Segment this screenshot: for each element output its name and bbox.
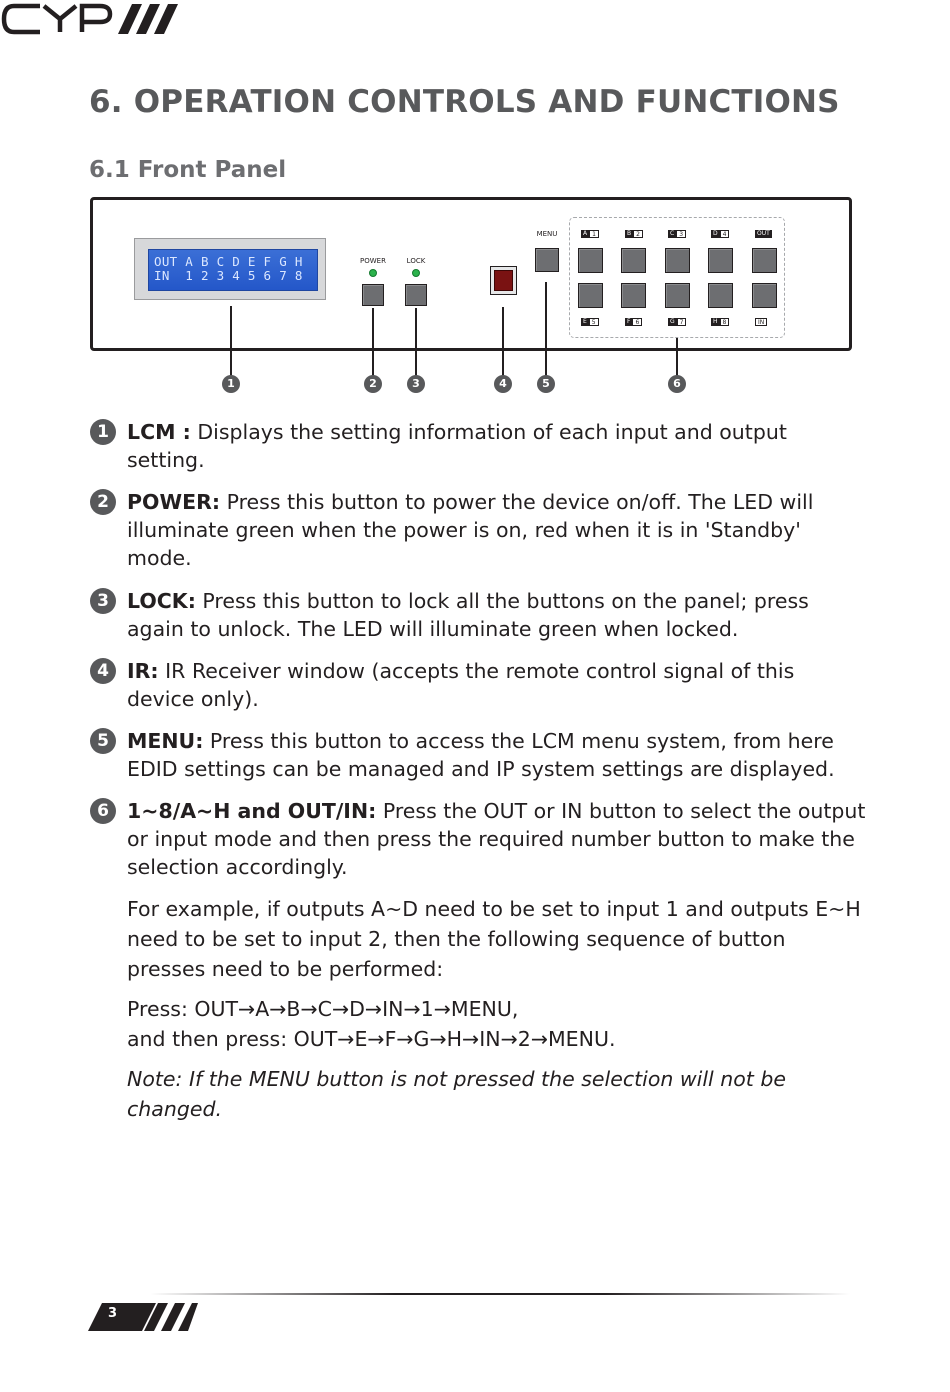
lcd-line-1: OUT A B C D E F G H xyxy=(154,254,303,269)
item-text: Press this button to power the device on/off. The LED will illuminate green when the power is on, red when it is in 'Standby' mode. xyxy=(127,490,814,570)
tag-number: 1 xyxy=(589,230,599,238)
tag-letter: C xyxy=(670,230,675,237)
tag-number: 4 xyxy=(720,230,730,238)
lock-led xyxy=(412,269,420,277)
tag-number: 6 xyxy=(632,318,642,326)
tag-in xyxy=(755,318,767,326)
item-term: POWER: xyxy=(127,490,221,514)
item-number-4: 4 xyxy=(90,658,116,684)
tag-f6 xyxy=(625,318,642,326)
item-number-3: 3 xyxy=(90,588,116,614)
item-ir xyxy=(127,657,867,713)
tag-letter: G xyxy=(670,318,675,325)
menu-label: MENU xyxy=(536,230,558,238)
button-e5[interactable] xyxy=(578,283,603,308)
item-text: Press this button to access the LCM menu system, from here EDID settings can be managed and IP system settings are displayed. xyxy=(127,729,835,781)
item-number-1: 1 xyxy=(90,419,116,445)
item-text: IR Receiver window (accepts the remote control signal of this device only). xyxy=(127,659,795,711)
callout-line-4 xyxy=(502,307,504,376)
page-title: 6. OPERATION CONTROLS AND FUNCTIONS xyxy=(89,84,840,120)
button-in[interactable] xyxy=(752,283,777,308)
lcd-line-2: IN 1 2 3 4 5 6 7 8 xyxy=(154,268,303,283)
item-term: LOCK: xyxy=(127,589,196,613)
note: Note: If the MENU button is not pressed the selection will not be changed. xyxy=(127,1067,786,1121)
item-power xyxy=(127,488,867,572)
callout-2: 2 xyxy=(364,375,382,393)
tag-number: 7 xyxy=(677,318,687,326)
callout-4: 4 xyxy=(494,375,512,393)
item-number-6: 6 xyxy=(90,798,116,824)
example-press-1: Press: OUT→A→B→C→D→IN→1→MENU, xyxy=(127,997,519,1021)
menu-button[interactable] xyxy=(535,248,559,272)
tag-in-label: IN xyxy=(755,318,767,326)
callout-3: 3 xyxy=(407,375,425,393)
ir-sensor xyxy=(494,270,513,291)
callout-line-1 xyxy=(230,306,232,376)
tag-letter: H xyxy=(713,318,718,325)
callout-6: 6 xyxy=(668,375,686,393)
tag-b2 xyxy=(625,230,643,238)
callout-1: 1 xyxy=(222,375,240,393)
page-number: 3 xyxy=(108,1306,118,1321)
callout-line-2 xyxy=(372,308,374,376)
example-paragraph: For example, if outputs A~D need to be set to input 1 and outputs E~H need to be set to input 2, then the following sequence of button presses need to be performed: xyxy=(127,897,861,981)
item-number-2: 2 xyxy=(90,489,116,515)
item-text: Press this button to lock all the buttons on the panel; press again to unlock. The LED will illuminate green when locked. xyxy=(127,589,809,641)
item-text: Press the OUT or IN button to select the output or input mode and then press the required number button to make the selection accordingly. xyxy=(127,799,866,879)
power-led xyxy=(369,269,377,277)
tag-letter: D xyxy=(713,230,718,237)
tag-letter: F xyxy=(627,318,631,325)
tag-number: 3 xyxy=(676,230,686,238)
ir-window xyxy=(490,266,517,295)
tag-letter: A xyxy=(583,230,588,237)
tag-e5 xyxy=(581,318,599,326)
callout-line-5 xyxy=(545,282,547,376)
button-b2[interactable] xyxy=(621,248,646,273)
callout-line-3 xyxy=(415,308,417,376)
tag-out-label: OUT xyxy=(757,230,770,237)
tag-out xyxy=(755,230,772,238)
lcd-screen xyxy=(148,249,318,291)
button-g7[interactable] xyxy=(665,283,690,308)
lock-button[interactable] xyxy=(405,284,427,306)
button-out[interactable] xyxy=(752,248,777,273)
callout-5: 5 xyxy=(537,375,555,393)
cyp-logo xyxy=(0,0,180,40)
item-menu xyxy=(127,727,867,783)
tag-h8 xyxy=(711,318,729,326)
item-term: IR: xyxy=(127,659,159,683)
power-label: POWER xyxy=(360,257,386,265)
item-number-5: 5 xyxy=(90,728,116,754)
tag-c3 xyxy=(668,230,686,238)
footer-rule xyxy=(150,1293,850,1295)
button-d4[interactable] xyxy=(708,248,733,273)
item-term: MENU: xyxy=(127,729,204,753)
button-c3[interactable] xyxy=(665,248,690,273)
section-subtitle: 6.1 Front Panel xyxy=(89,157,287,183)
tag-letter: B xyxy=(627,230,632,237)
item-term: LCM : xyxy=(127,420,191,444)
callout-line-6 xyxy=(676,338,678,376)
item-lock xyxy=(127,587,867,643)
tag-letter: E xyxy=(583,318,587,325)
tag-number: 8 xyxy=(720,318,730,326)
item-lcm xyxy=(127,418,867,474)
tag-d4 xyxy=(711,230,729,238)
button-h8[interactable] xyxy=(708,283,733,308)
button-a1[interactable] xyxy=(578,248,603,273)
lock-label: LOCK xyxy=(406,257,426,265)
example-press-2: and then press: OUT→E→F→G→H→IN→2→MENU. xyxy=(127,1027,616,1051)
tag-number: 5 xyxy=(589,318,599,326)
power-button[interactable] xyxy=(362,284,384,306)
tag-a1 xyxy=(581,230,599,238)
button-f6[interactable] xyxy=(621,283,646,308)
page-number-badge xyxy=(88,1302,198,1332)
item-selection xyxy=(127,797,867,881)
item-term: 1~8/A~H and OUT/IN: xyxy=(127,799,377,823)
tag-number: 2 xyxy=(633,230,643,238)
tag-g7 xyxy=(668,318,686,326)
item-text: Displays the setting information of each input and output setting. xyxy=(127,420,787,472)
